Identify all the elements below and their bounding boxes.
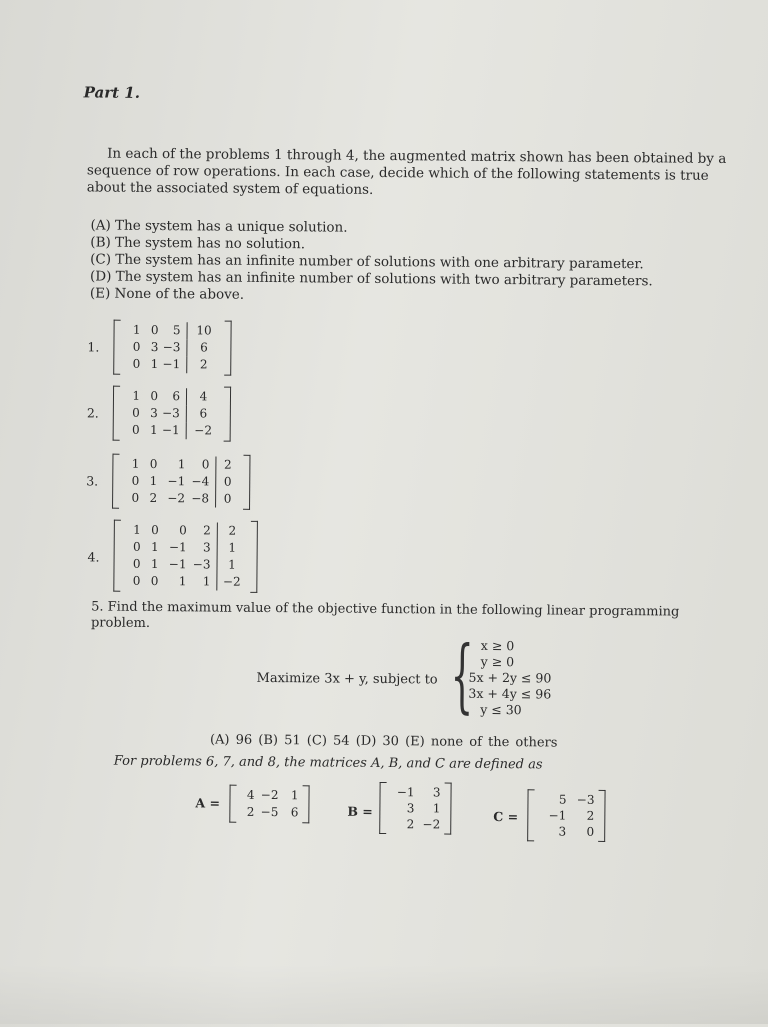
problem-3-number: 3. [86, 473, 99, 489]
problem-2-matrix [113, 386, 231, 442]
constraint: 5x + 2y ≤ 90 [468, 669, 552, 686]
matrix-cell: 0 [132, 573, 141, 588]
option-c: (C) The system has an infinite number of solutions with one arbitrary parameter. [90, 251, 644, 273]
matrix-cell: 10 [186, 322, 220, 339]
problem-4-matrix [113, 520, 258, 593]
instructions-text: In each of the problems 1 through 4, the augmented matrix shown has been obtained by a sequence of row operations. In each case, decide which of the following statements is true about the associated system of equations. [86, 145, 727, 198]
matrix-cell: 0 [586, 824, 595, 839]
matrix-cell: 5 [558, 792, 567, 807]
matrix-cell: 1 [217, 540, 247, 557]
matrix-cell: −1 [396, 785, 415, 800]
matrix-cell: 4 [186, 388, 220, 405]
matrix-cell: 0 [150, 322, 159, 338]
matrix-cell: −1 [548, 808, 567, 823]
problem-5-answers: (A) 96 (B) 51 (C) 54 (D) 30 (E) none of the others [209, 732, 558, 751]
matrix-cell: 1 [150, 422, 158, 438]
matrix-cell: 2 [406, 817, 415, 832]
matrix-cell: −2 [260, 787, 279, 803]
part-title: Part 1. [83, 83, 141, 102]
matrix-cell: 3 [558, 824, 567, 839]
matrices-intro: For problems 6, 7, and 8, the matrices A, B, and C are defined as [113, 753, 543, 773]
matrix-cell: 1 [133, 522, 141, 537]
matrix-cell: 1 [132, 322, 141, 337]
instructions-paragraph [87, 145, 737, 202]
option-e: (E) None of the above. [89, 285, 245, 303]
matrix-cell: −5 [260, 804, 279, 820]
matrix-cell: 0 [150, 388, 159, 404]
matrix-cell: 0 [131, 490, 140, 505]
option-b: (B) The system has no solution. [90, 234, 306, 253]
matrix-cell: −2 [422, 817, 441, 832]
problem-1-matrix [113, 320, 231, 376]
matrix-cell: 1 [131, 456, 140, 471]
matrix-c [527, 789, 605, 842]
matrix-cell: 1 [132, 388, 141, 403]
page-shadow [0, 964, 768, 1024]
objective-function: Maximize 3x + y, subject to [256, 670, 438, 688]
matrix-cell: 1 [432, 801, 441, 816]
matrix-cell: 1 [202, 574, 211, 589]
matrix-cell: 2 [149, 490, 158, 506]
matrix-cell: 1 [149, 473, 158, 489]
matrix-cell: 2 [186, 356, 220, 373]
constraints-list [468, 638, 551, 719]
matrix-cell: 2 [203, 523, 211, 538]
matrix-cell: 0 [132, 539, 141, 554]
matrix-cell: 3 [432, 785, 441, 800]
matrix-cell: 0 [149, 456, 158, 472]
matrix-cell: −2 [167, 491, 186, 506]
matrix-cell: 2 [586, 808, 595, 823]
matrix-cell: −3 [162, 406, 180, 421]
matrix-c-label: C = [493, 808, 519, 825]
matrix-cell: 2 [246, 804, 255, 819]
matrix-cell: 1 [290, 788, 299, 803]
matrix-cell: 1 [150, 556, 159, 572]
constraint: 3x + 4y ≤ 96 [468, 685, 552, 702]
matrix-cell: 0 [215, 491, 239, 508]
matrix-cell: 1 [216, 557, 246, 574]
matrix-cell: −3 [162, 340, 181, 355]
matrix-cell: −3 [192, 557, 211, 572]
problem-5-text: 5. Find the maximum value of the objective function in the following linear programming problem. [90, 599, 680, 631]
matrix-cell: −8 [191, 491, 210, 506]
matrix-a-label: A = [195, 795, 221, 811]
constraint-brace: { [450, 628, 474, 722]
matrix-cell: 1 [150, 356, 159, 372]
matrix-cell: 3 [150, 339, 159, 355]
matrix-cell: 2 [215, 457, 239, 474]
matrix-cell: 4 [246, 787, 255, 802]
matrix-cell: −1 [167, 474, 186, 489]
matrix-cell: −1 [161, 423, 180, 438]
matrix-a [229, 785, 309, 824]
constraint: y ≤ 30 [480, 701, 522, 718]
problem-2-number: 2. [86, 405, 99, 421]
matrix-cell: −1 [162, 357, 181, 372]
matrix-cell: 0 [201, 457, 210, 472]
matrix-cell: 3 [202, 540, 211, 555]
option-d: (D) The system has an infinite number of solutions with two arbitrary parameters. [89, 268, 653, 290]
matrix-cell: −1 [168, 540, 187, 555]
matrix-cell: −2 [216, 574, 246, 591]
matrix-cell: 0 [132, 422, 140, 437]
matrix-cell: 0 [132, 556, 141, 571]
matrix-cell: 0 [131, 473, 140, 488]
matrix-cell: 5 [172, 323, 181, 338]
matrix-b-label: B = [347, 803, 373, 819]
matrix-cell: 0 [132, 339, 141, 354]
matrix-cell: 6 [172, 389, 181, 404]
answer-options [90, 217, 653, 307]
constraint: y ≥ 0 [480, 653, 515, 670]
matrix-cell: 6 [290, 805, 299, 820]
option-a: (A) The system has a unique solution. [90, 217, 348, 236]
matrix-cell: −3 [576, 792, 595, 807]
matrix-cell: 0 [132, 405, 140, 420]
matrix-cell: 0 [132, 356, 141, 371]
matrix-cell: 6 [186, 405, 220, 422]
matrix-cell: 1 [178, 574, 187, 589]
matrix-cell: −4 [191, 474, 210, 489]
matrix-cell: 3 [150, 405, 158, 421]
problem-1-number: 1. [87, 339, 100, 355]
constraint: x ≥ 0 [480, 637, 515, 654]
problem-3-matrix [112, 454, 250, 510]
matrix-cell: 3 [406, 801, 415, 816]
matrix-cell: 0 [179, 523, 187, 538]
matrix-b [379, 782, 451, 835]
matrix-cell: 1 [177, 457, 186, 472]
matrix-cell: 0 [215, 474, 239, 491]
matrix-cell: 1 [150, 539, 159, 555]
matrix-cell: 2 [217, 523, 247, 540]
matrix-cell: −1 [168, 557, 187, 572]
matrix-cell: 6 [186, 339, 220, 356]
problem-4-number: 4. [87, 549, 100, 565]
matrix-cell: −2 [186, 422, 220, 439]
matrix-cell: 0 [151, 522, 159, 538]
matrix-cell: 0 [150, 573, 159, 589]
